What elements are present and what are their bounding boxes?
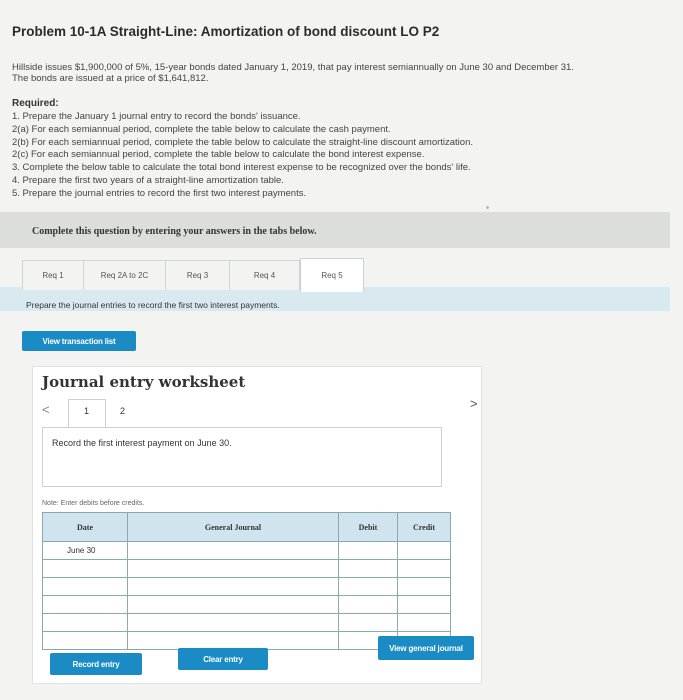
required-item: 5. Prepare the journal entries to record the first two interest payments.	[12, 187, 307, 199]
journal-header-row	[43, 513, 451, 542]
required-list	[12, 111, 473, 201]
required-item: 2(a) For each semiannual period, complete the table below to calculate the cash payment.	[12, 123, 391, 135]
entry-note: Note: Enter debits before credits.	[42, 500, 145, 507]
page-2-label[interactable]: 2	[120, 406, 126, 416]
credit-cell[interactable]	[398, 560, 451, 578]
instructions-banner	[0, 212, 670, 248]
credit-cell[interactable]	[398, 614, 451, 632]
col-date: Date	[43, 513, 128, 542]
debit-cell[interactable]	[339, 614, 398, 632]
banner-text: Complete this question by entering your answers in the tabs below.	[32, 226, 317, 237]
required-item: 3. Complete the below table to calculate the total bond interest expense to be recognized over the bonds' life.	[12, 162, 471, 174]
debit-cell[interactable]	[339, 578, 398, 596]
table-row	[43, 596, 451, 614]
date-cell: June 30	[43, 542, 128, 560]
date-cell	[43, 632, 128, 650]
entry-description-box	[42, 427, 442, 487]
decorative-dot	[486, 206, 489, 209]
credit-cell[interactable]	[398, 542, 451, 560]
date-cell	[43, 596, 128, 614]
tab-req-1[interactable]: Req 1	[22, 260, 84, 290]
record-entry-button[interactable]: Record entry	[50, 653, 142, 675]
account-cell[interactable]	[128, 542, 339, 560]
account-cell[interactable]	[128, 614, 339, 632]
credit-cell[interactable]	[398, 596, 451, 614]
debit-cell[interactable]	[339, 596, 398, 614]
account-cell[interactable]	[128, 632, 339, 650]
entry-description: Record the first interest payment on June 30.	[52, 438, 232, 448]
table-row	[43, 542, 451, 560]
col-credit: Credit	[398, 513, 451, 542]
chevron-right-icon[interactable]: >	[470, 396, 478, 411]
table-row	[43, 560, 451, 578]
req-tabs	[0, 258, 670, 288]
debit-cell[interactable]	[339, 542, 398, 560]
table-row	[43, 614, 451, 632]
tab-req-3[interactable]: Req 3	[166, 260, 230, 290]
journal-table	[42, 512, 451, 650]
problem-intro	[12, 62, 672, 84]
required-item: 4. Prepare the first two years of a straight-line amortization table.	[12, 174, 284, 186]
col-debit: Debit	[339, 513, 398, 542]
view-transaction-list-button[interactable]: View transaction list	[22, 331, 136, 351]
debit-cell[interactable]	[339, 560, 398, 578]
tab-instruction: Prepare the journal entries to record the first two interest payments.	[26, 300, 280, 310]
date-cell	[43, 578, 128, 596]
view-general-journal-button[interactable]: View general journal	[378, 636, 474, 660]
table-row	[43, 578, 451, 596]
tab-req-5[interactable]: Req 5	[300, 258, 364, 292]
problem-title: Problem 10-1A Straight-Line: Amortization of bond discount LO P2	[12, 24, 440, 39]
account-cell[interactable]	[128, 578, 339, 596]
required-item: 2(c) For each semiannual period, complete the table below to calculate the bond interest expense.	[12, 149, 425, 161]
col-general-journal: General Journal	[128, 513, 339, 542]
account-cell[interactable]	[128, 560, 339, 578]
clear-entry-button[interactable]: Clear entry	[178, 648, 268, 670]
intro-line-1: Hillside issues $1,900,000 of 5%, 15-year bonds dated January 1, 2019, that pay interest semiannually on June 30 and December 31.	[12, 62, 574, 73]
required-item: 2(b) For each semiannual period, complete the table below to calculate the straight-line discount amortization.	[12, 136, 474, 148]
worksheet-title: Journal entry worksheet	[42, 373, 246, 391]
page-1-label[interactable]: 1	[84, 406, 90, 416]
credit-cell[interactable]	[398, 578, 451, 596]
date-cell	[43, 614, 128, 632]
account-cell[interactable]	[128, 596, 339, 614]
intro-line-2: The bonds are issued at a price of $1,641,812.	[12, 73, 209, 84]
tab-req-4[interactable]: Req 4	[230, 260, 300, 290]
required-heading: Required:	[12, 98, 59, 109]
required-item: 1. Prepare the January 1 journal entry to record the bonds' issuance.	[12, 111, 301, 122]
date-cell	[43, 560, 128, 578]
chevron-left-icon[interactable]: <	[42, 402, 50, 417]
tab-req-2a-2c[interactable]: Req 2A to 2C	[84, 260, 166, 290]
